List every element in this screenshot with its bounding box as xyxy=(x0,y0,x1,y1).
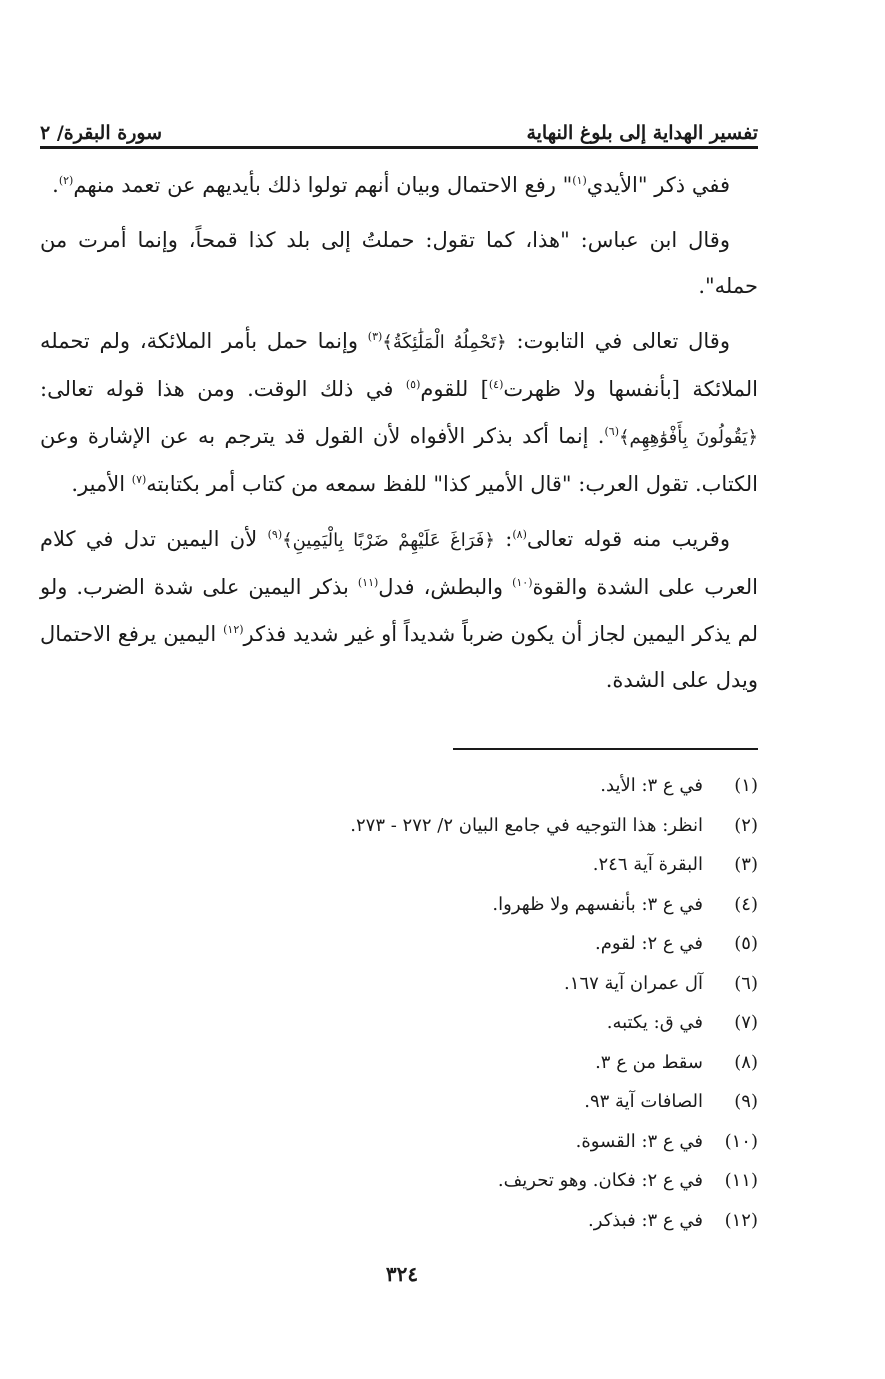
quran-quote-2: ﴿يَقُولُونَ بِأَفْوَٰهِهِم﴾ xyxy=(618,426,758,448)
paragraph-4: وقريب منه قوله تعالى$^{(٨)}$: ﴿فَرَاغَ عَلَيْهِمْ ضَرْبًا بِالْيَمِينِ﴾$^{(٩)}$ لأن اليمين تدل في كلام العرب على الشدة والقوة$^{(١٠)}$ والبطش، فدل$^{(١١)}$ بذكر اليمين على شدة الضرب. ولو لم يذكر اليمين لجاز أن يكون ضرباً شديداً أو غير شديد فذكر$^{(١٢)}$ اليمين يرفع الاحتمال ويدل على الشدة. xyxy=(40,526,758,692)
footnote-item: (٥) في ع ٢: لقوم. xyxy=(594,933,758,955)
footnote-item: (١٠) في ع ٣: القسوة. xyxy=(575,1130,758,1152)
quran-quote-3: ﴿فَرَاغَ عَلَيْهِمْ ضَرْبًا بِالْيَمِينِ﴾ xyxy=(282,529,495,551)
footnotes-list xyxy=(140,766,758,1240)
footnote-item: (٢) انظر: هذا التوجيه في جامع البيان ٢/ ٢٧٢ - ٢٧٣. xyxy=(350,814,758,836)
footnote-item: (٨) سقط من ع ٣. xyxy=(595,1051,758,1073)
footnote-item: (٩) الصافات آية ٩٣. xyxy=(584,1091,758,1113)
footnote-ref-12: (١٢) xyxy=(223,622,244,636)
footnote-item: (٣) البقرة آية ٢٤٦. xyxy=(592,854,758,876)
footnote-item: (٦) آل عمران آية ١٦٧. xyxy=(564,972,758,994)
footnote-ref-7: (٧) xyxy=(131,473,147,486)
footnote-item: (٤) في ع ٣: بأنفسهم ولا ظهروا. xyxy=(492,893,758,915)
footnote-rule xyxy=(453,748,758,750)
footnote-ref-9: (٩) xyxy=(267,527,283,541)
footnote-ref-5: (٥) xyxy=(405,378,421,391)
quran-quote-1: ﴿تَحْمِلُهُ الْمَلَٰئِكَةُ﴾ xyxy=(382,331,507,353)
footnote-item: (١٢) في ع ٣: فبذكر. xyxy=(588,1209,758,1231)
header-rule xyxy=(40,146,758,149)
footnote-item: (١) في ع ٣: الأيد. xyxy=(600,775,758,797)
paragraph-2: وقال ابن عباس: "هذا، كما تقول: حملتُ إلى بلد كذا قمحاً، وإنما أمرت من حمله". xyxy=(40,227,758,298)
footnote-ref-6: (٦) xyxy=(604,424,619,438)
running-header xyxy=(40,108,758,144)
book-title: تفسير الهداية إلى بلوغ النهاية xyxy=(526,122,758,144)
page-number: ٣٢٤ xyxy=(385,1262,419,1286)
main-text xyxy=(40,162,758,712)
paragraph-1: ففي ذكر "الأيدي$^{(١)}$" رفع الاحتمال وبيان أنهم تولوا ذلك بأيديهم عن تعمد منهم$^{(٢)}$. xyxy=(52,173,730,197)
footnote-ref-3: (٣) xyxy=(367,329,383,343)
footnote-ref-1: (١) xyxy=(572,174,587,187)
footnote-ref-11: (١١) xyxy=(357,576,379,589)
footnote-item: (٧) في ق: يكتبه. xyxy=(606,1012,758,1034)
footnote-ref-2: (٢) xyxy=(58,174,74,187)
paragraph-3: وقال تعالى في التابوت: ﴿تَحْمِلُهُ الْمَلَٰئِكَةُ﴾$^{(٣)}$ وإنما حمل بأمر الملائكة، ولم تحمله الملائكة [بأنفسها ولا ظهرت$^{(٤)}$] للقوم$^{(٥)}$ في ذلك الوقت. ومن هذا قوله تعالى: ﴿يَقُولُونَ بِأَفْوَٰهِهِم﴾$^{(٦)}$. إنما أكد بذكر الأفواه لأن القول قد يترجم به عن الإشارة وعن الكتاب. تقول العرب: "قال الأمير كذا" للفظ سمعه من كتاب أمر بكتابته$^{(٧)}$ الأمير. xyxy=(40,328,758,496)
footnote-ref-8: (٨) xyxy=(512,527,527,541)
footnote-ref-4: (٤) xyxy=(488,378,504,391)
footnote-ref-10: (١٠) xyxy=(512,576,533,589)
footnote-item: (١١) في ع ٢: فكان. وهو تحريف. xyxy=(497,1170,758,1192)
surah-label: سورة البقرة/ ٢ xyxy=(40,122,163,144)
